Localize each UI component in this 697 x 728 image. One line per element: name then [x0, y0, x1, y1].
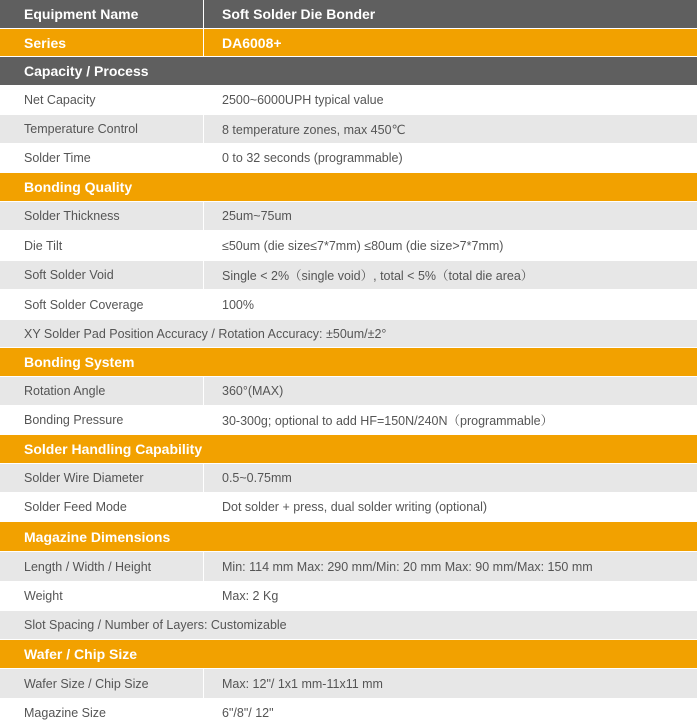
row-label: Solder Wire Diameter: [0, 464, 204, 492]
table-header-row: [0, 0, 697, 29]
section-title-wafer: Wafer / Chip Size: [0, 640, 697, 669]
section-title-bonding-quality: Bonding Quality: [0, 173, 697, 202]
row-value: 0 to 32 seconds (programmable): [222, 151, 403, 165]
section-title-capacity: Capacity / Process: [0, 57, 697, 86]
row-value: 30-300g; optional to add HF=150N/240N（programmable）: [222, 414, 554, 428]
row-value: Max: 2 Kg: [222, 589, 279, 603]
table-row: [0, 377, 697, 406]
row-label: Net Capacity: [0, 86, 204, 114]
row-value: Min: 114 mm Max: 290 mm/Min: 20 mm Max: 90 mm/Max: 150 mm: [222, 559, 593, 574]
section-title-magazine: Magazine Dimensions: [0, 522, 697, 552]
table-row: [0, 493, 697, 522]
row-label: Solder Time: [0, 144, 204, 172]
row-label: Soft Solder Coverage: [0, 290, 204, 319]
series-value: DA6008+: [222, 34, 282, 51]
table-row: [0, 231, 697, 261]
row-value: ≤50um (die size≤7*7mm) ≤80um (die size>7*7mm): [222, 238, 504, 253]
row-label: Die Tilt: [0, 231, 204, 260]
row-value: 2500~6000UPH typical value: [222, 93, 384, 107]
row-value: 25um~75um: [222, 209, 292, 223]
table-row: [0, 202, 697, 231]
table-row: [0, 261, 697, 290]
row-label: Wafer Size / Chip Size: [0, 669, 204, 698]
row-label: Rotation Angle: [0, 377, 204, 405]
series-label: Series: [0, 29, 204, 56]
bonding-quality-note: XY Solder Pad Position Accuracy / Rotation Accuracy: ±50um/±2°: [0, 320, 697, 348]
row-value: 6"/8"/ 12": [222, 706, 274, 720]
section-title-bonding-system: Bonding System: [0, 348, 697, 377]
table-row: [0, 144, 697, 173]
row-value: 0.5~0.75mm: [222, 471, 292, 485]
row-value: 360°(MAX): [222, 384, 284, 398]
row-label: Length / Width / Height: [0, 552, 204, 581]
row-value: Single < 2%（single void）, total < 5%（total die area）: [222, 269, 534, 283]
header-label: Equipment Name: [0, 0, 204, 28]
row-label: Solder Feed Mode: [0, 493, 204, 521]
table-row: [0, 669, 697, 699]
magazine-note: Slot Spacing / Number of Layers: Customizable: [0, 611, 697, 640]
row-label: Weight: [0, 582, 204, 610]
row-label: Solder Thickness: [0, 202, 204, 230]
header-value: Soft Solder Die Bonder: [222, 6, 376, 22]
row-value: Dot solder + press, dual solder writing (optional): [222, 500, 488, 514]
row-value: Max: 12"/ 1x1 mm-11x11 mm: [222, 676, 383, 691]
row-value: 100%: [222, 297, 254, 312]
row-label: Bonding Pressure: [0, 406, 204, 434]
table-row: [0, 582, 697, 611]
table-row: [0, 290, 697, 320]
row-label: Magazine Size: [0, 699, 204, 727]
row-label: Temperature Control: [0, 115, 204, 143]
table-row: [0, 115, 697, 144]
series-row: [0, 29, 697, 57]
table-row: [0, 86, 697, 115]
section-title-solder-handling: Solder Handling Capability: [0, 435, 697, 464]
row-label: Soft Solder Void: [0, 261, 204, 289]
table-row: [0, 464, 697, 493]
row-value: 8 temperature zones, max 450℃: [222, 122, 406, 137]
table-row: [0, 552, 697, 582]
table-row: [0, 699, 697, 728]
table-row: [0, 406, 697, 435]
